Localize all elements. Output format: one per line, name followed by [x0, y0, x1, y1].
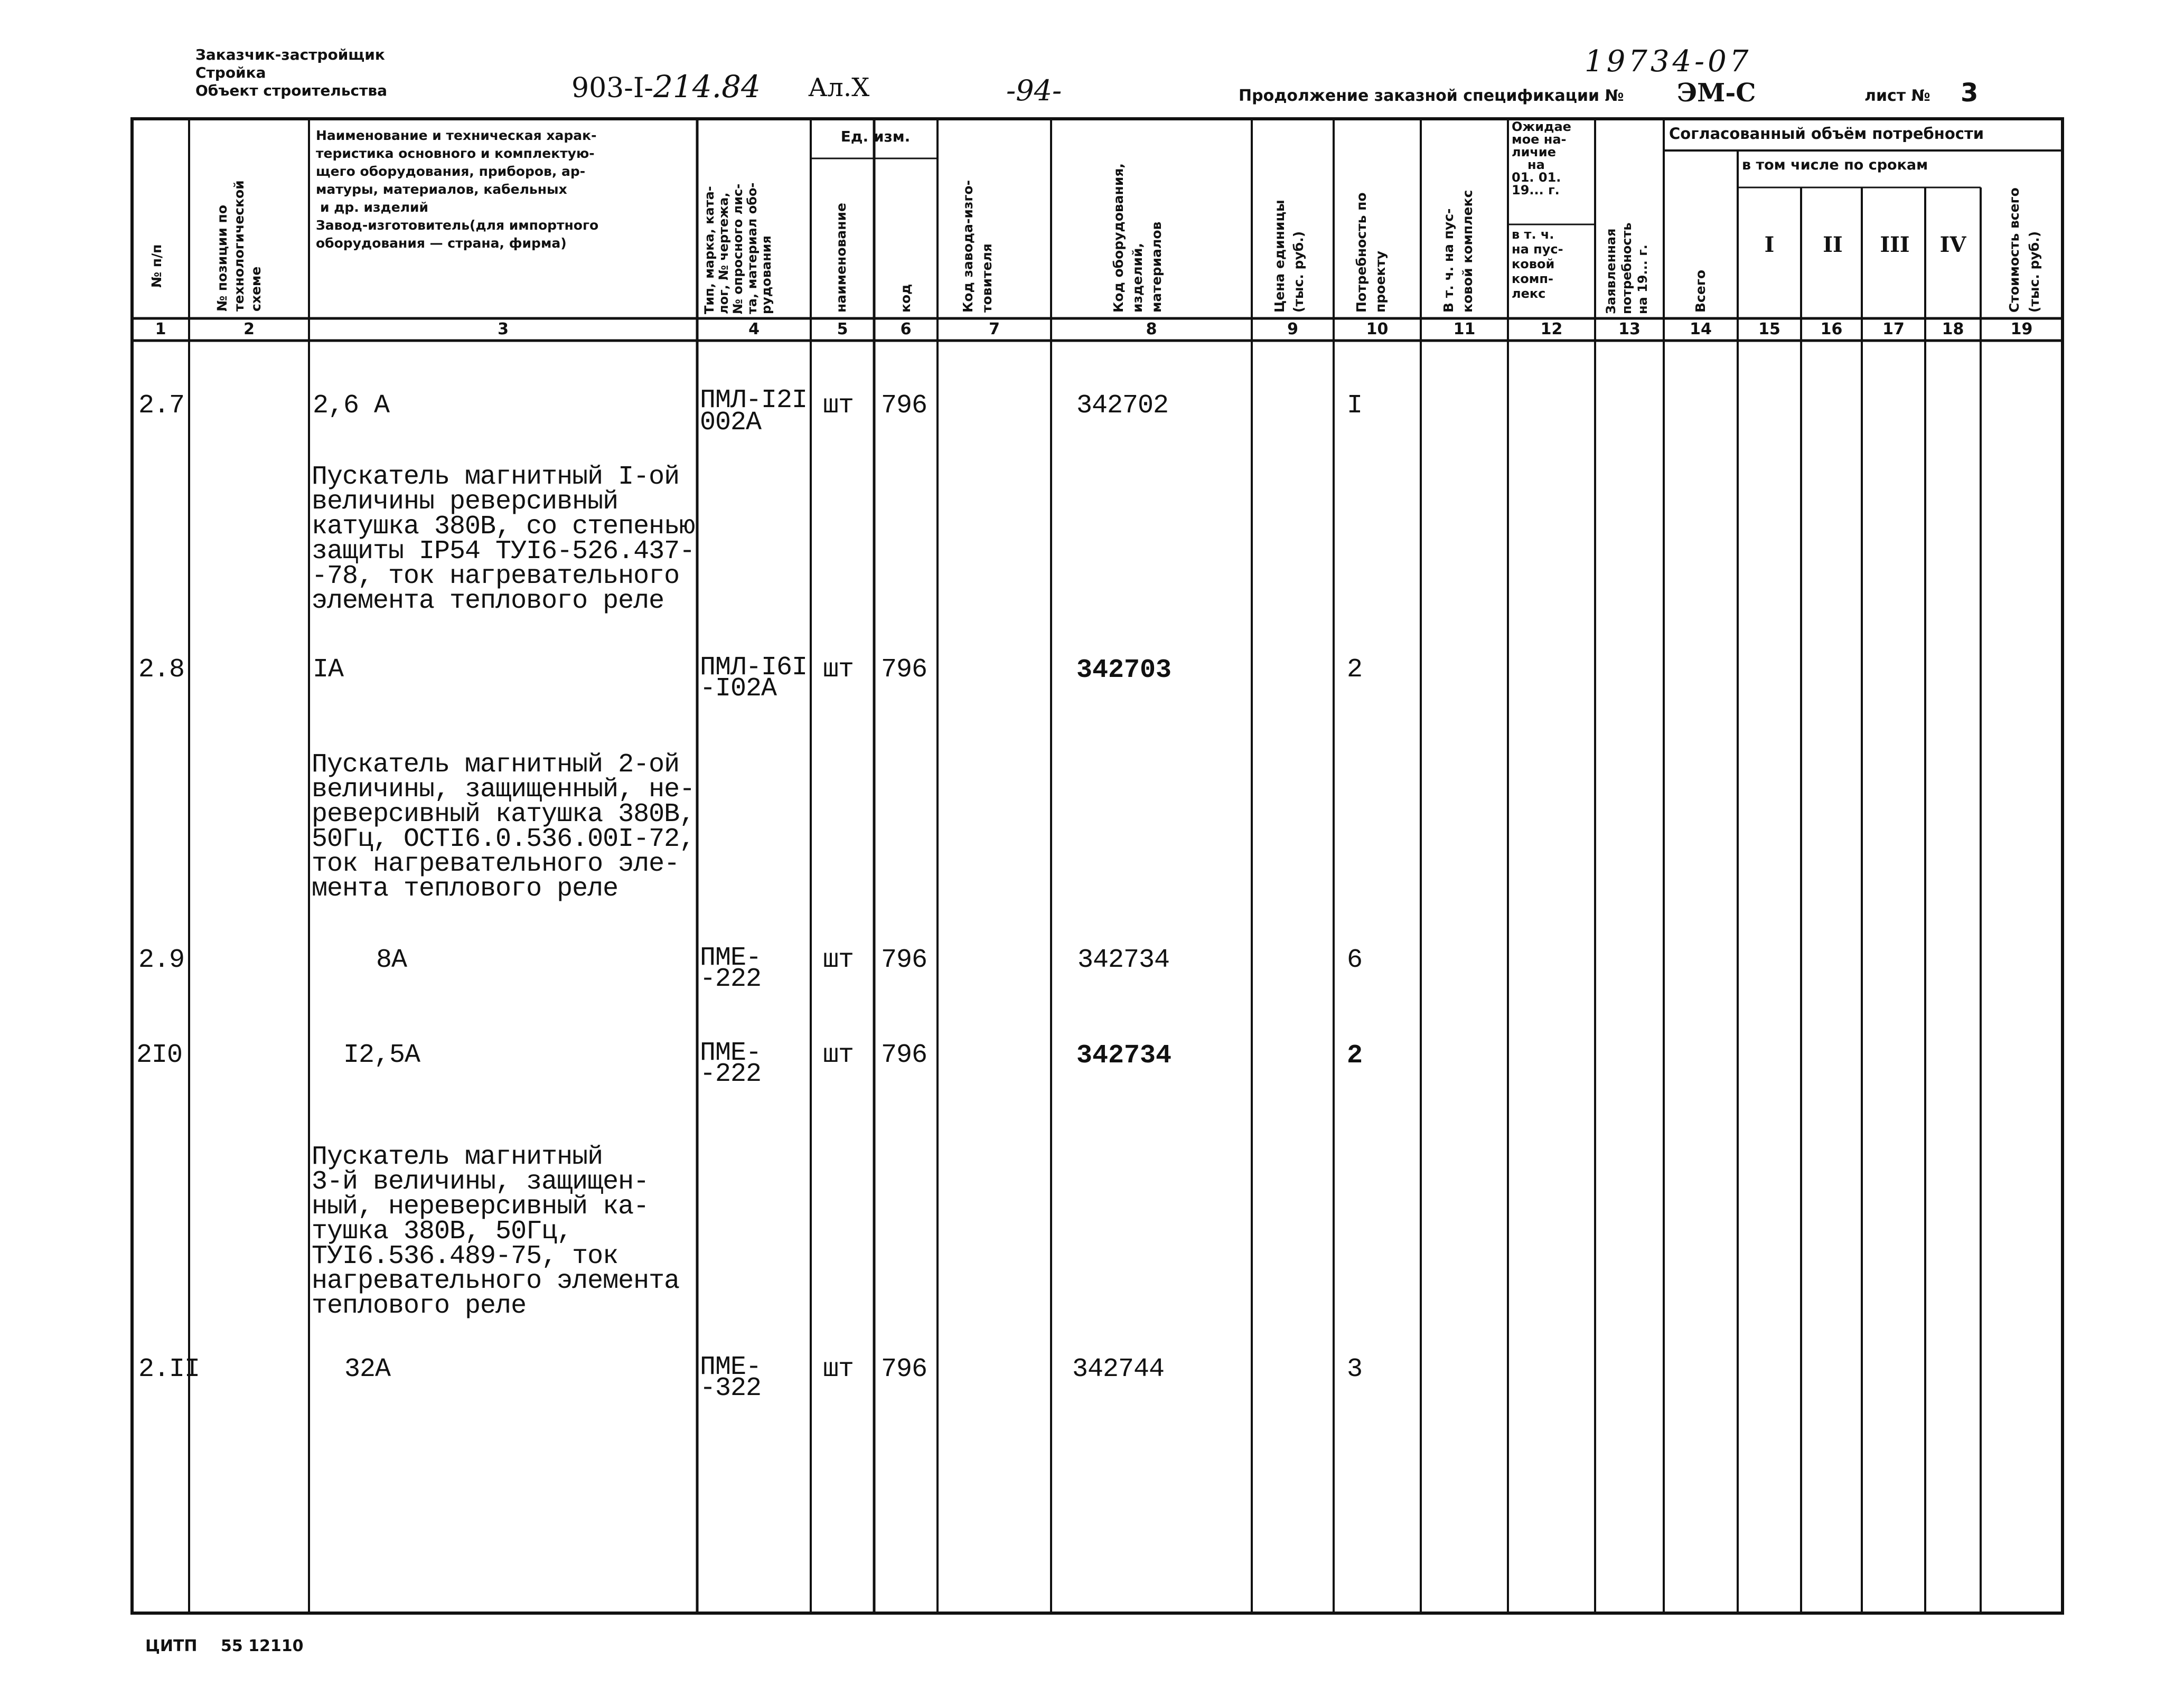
column-number: 14 [1690, 320, 1712, 338]
column-number: 19 [2010, 320, 2033, 338]
header-name-line: теристика основного и комплектую- [316, 146, 595, 161]
row-description: Пускатель магнитный 2-ой величины, защищенный, не- реверсивный катушка 380В, 50Гц, ОСТI6.0.536.00I-72, ток нагревательного эле- мента теплового реле [312, 750, 695, 904]
header-name-line: Наименование и техническая харак- [316, 128, 597, 143]
row-type: ПМЕ- -222 [700, 943, 762, 994]
column-number: 4 [748, 320, 760, 338]
row-equip-code: 342744 [1072, 1354, 1165, 1384]
row-name: IA [313, 655, 344, 685]
column-number: 10 [1366, 320, 1389, 338]
row-equip-code: 342703 [1076, 655, 1172, 685]
row-unit: шт [823, 945, 854, 975]
row-number: 2.9 [138, 945, 185, 975]
spec-code: ЭМ-С [1677, 78, 1756, 108]
header-factory-code: Код завода-изго- товителя [960, 180, 995, 313]
header-total-cost: Стоимость всего (тыс. руб.) [2007, 187, 2042, 313]
header-unit-code: код [898, 284, 913, 313]
row-name: I2,5А [343, 1040, 420, 1070]
header-expected-line: 01. 01. [1512, 170, 1561, 185]
customer-label: Заказчик-застройщик [195, 46, 385, 63]
row-need: 2 [1347, 1041, 1363, 1071]
row-number: 2.II [138, 1354, 200, 1384]
header-unit-price: Цена единицы (тыс. руб.) [1272, 200, 1306, 313]
row-unit: шт [823, 655, 854, 685]
doc-number-printed: 903-I- [571, 72, 653, 104]
column-number: 13 [1618, 320, 1641, 338]
header-name-line: оборудования — страна, фирма) [316, 235, 567, 251]
column-number: 18 [1942, 320, 1964, 338]
column-number: 12 [1540, 320, 1563, 338]
header-name-line: матуры, материалов, кабельных [316, 182, 567, 197]
header-expected [1512, 120, 1594, 196]
column-number: 16 [1820, 320, 1843, 338]
header-expected-startup-line: комп- [1512, 271, 1553, 286]
row-name: 8А [376, 945, 407, 975]
header-periods-group: в том числе по срокам [1742, 157, 1928, 173]
sheet-number: 3 [1961, 78, 1979, 108]
column-number: 8 [1146, 320, 1157, 338]
footer-code: 55 12110 [220, 1637, 304, 1655]
header-name-line: щего оборудования, приборов, ар- [316, 164, 586, 179]
header-expected-startup-line: ковой [1512, 257, 1555, 271]
row-unit-code: 796 [881, 391, 927, 421]
row-type: ПМЕ- -322 [700, 1352, 762, 1403]
header-period-1: I [1764, 232, 1775, 257]
header-period-4: IV [1939, 232, 1966, 257]
header-expected-startup-line: лекс [1512, 286, 1546, 301]
row-description: Пускатель магнитный 3-й величины, защищен- ный, нереверсивный ка- тушка 380В, 50Гц, ТУI6.536.489-75, ток нагревательного элемента теплового реле [312, 1142, 680, 1321]
album-label: Ал.Х [808, 73, 870, 102]
row-type: ПМЕ- -222 [700, 1038, 762, 1089]
header-expected-line: личие [1512, 145, 1556, 159]
row-unit-code: 796 [881, 945, 927, 975]
row-type: ПМЛ-I2I 002А [700, 385, 808, 438]
row-number: 2.7 [138, 391, 185, 421]
row-need: 6 [1347, 945, 1363, 975]
header-period-2: II [1823, 232, 1843, 257]
continuation-label: Продолжение заказной спецификации № [1239, 87, 1624, 105]
column-number: 7 [989, 320, 1000, 338]
header-expected-startup [1512, 227, 1594, 301]
header-unit-group: Ед. изм. [840, 128, 911, 145]
header-expected-line: на [1527, 157, 1545, 172]
header-expected-line: Ожидае [1512, 119, 1571, 134]
row-number: 2.8 [138, 655, 185, 685]
column-number: 9 [1287, 320, 1298, 338]
column-number: 6 [900, 320, 912, 338]
row-equip-code: 342734 [1076, 1041, 1172, 1071]
header-project-need: Потребность по проекту [1354, 192, 1388, 313]
footer [145, 1637, 304, 1655]
row-need: I [1347, 391, 1363, 421]
row-unit-code: 796 [881, 655, 927, 685]
header-expected-line: 19... г. [1512, 183, 1560, 197]
header-tech-position: № позиции по технологической схеме [214, 180, 264, 312]
row-name: 2,6 А [313, 391, 390, 421]
row-unit: шт [823, 1354, 854, 1384]
column-number: 17 [1882, 320, 1905, 338]
header-type: Тип, марка, ката- лог, № чертежа, № опросного лис- та, материал обо- рудования [702, 182, 774, 314]
header-num: № п/п [149, 244, 164, 288]
column-number: 15 [1758, 320, 1780, 338]
header-startup-complex: В т. ч. на пус- ковой комплекс [1441, 190, 1475, 313]
column-number: 3 [498, 320, 509, 338]
stamp-number: 19734-07 [1585, 44, 1752, 79]
header-period-3: III [1880, 232, 1910, 257]
construction-label: Стройка [195, 64, 266, 81]
row-unit-code: 796 [881, 1354, 927, 1384]
row-unit: шт [823, 391, 854, 421]
row-description: Пускатель магнитный I-ой величины реверсивный катушка 380В, со степенью защиты IP54 ТУI6-526.437- -78, ток нагревательного элемента теплового реле [312, 462, 695, 616]
column-number: 11 [1453, 320, 1476, 338]
doc-number-handwritten: 214.84 [653, 69, 761, 105]
header-unit-name: наименование [833, 203, 849, 313]
row-need: 3 [1347, 1354, 1363, 1384]
row-equip-code: 342702 [1076, 391, 1169, 421]
row-type: ПМЛ-I6I -I02А [700, 653, 808, 704]
header-name [316, 127, 696, 252]
column-number: 1 [155, 320, 166, 338]
header-agreed-group: Согласованный объём потребности [1669, 125, 1984, 143]
page-number: -94- [1006, 74, 1062, 107]
column-number: 2 [243, 320, 255, 338]
header-equip-code: Код оборудования, изделий, материалов [1111, 163, 1164, 313]
header-declared-need: Заявленная потребность на 19... г. [1604, 222, 1650, 314]
header-name-line: и др. изделий [320, 200, 429, 215]
row-name: 32А [344, 1354, 391, 1384]
sheet-label: лист № [1864, 87, 1930, 105]
header-name-line: Завод-изготовитель(для импортного [316, 218, 599, 233]
row-unit: шт [823, 1040, 854, 1070]
row-need: 2 [1347, 655, 1363, 685]
row-number: 2I0 [136, 1040, 183, 1070]
row-unit-code: 796 [881, 1040, 927, 1070]
object-label: Объект строительства [195, 82, 387, 99]
header-expected-startup-line: в т. ч. [1512, 227, 1554, 242]
header-expected-startup-line: на пус- [1512, 242, 1563, 257]
header-expected-line: мое на- [1512, 132, 1567, 147]
row-equip-code: 342734 [1077, 945, 1170, 975]
footer-org: ЦИТП [145, 1637, 198, 1655]
header-total: Всего [1693, 269, 1708, 313]
column-number: 5 [837, 320, 848, 338]
